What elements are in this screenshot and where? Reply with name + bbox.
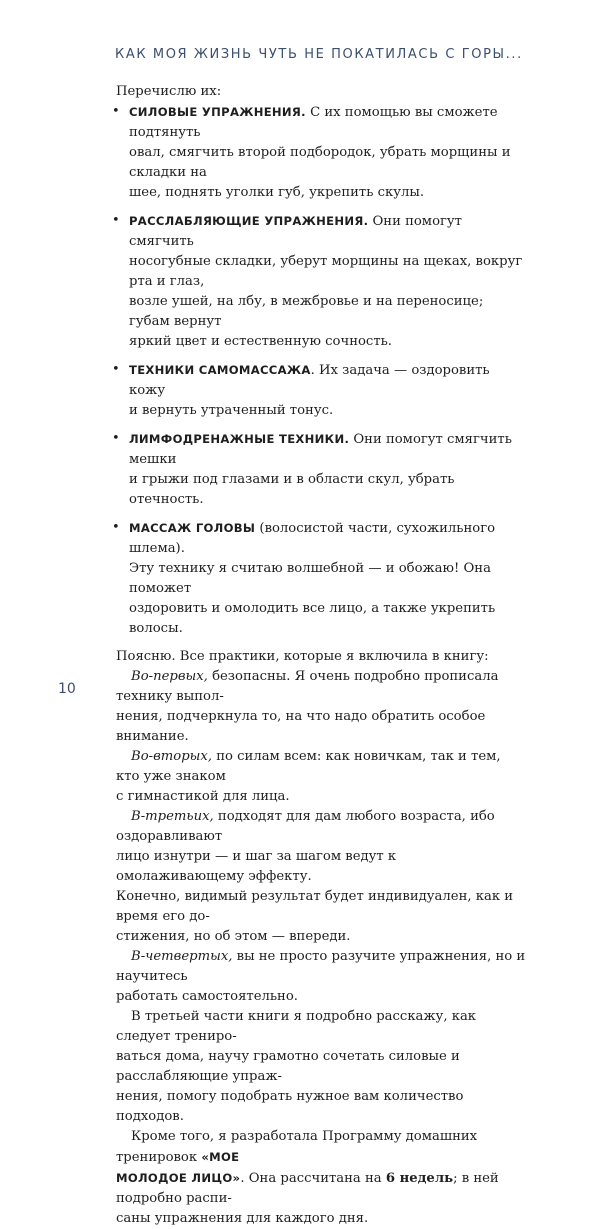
list-item: • ЛИМФОДРЕНАЖНЫЕ ТЕХНИКИ. Они помогут смягчить мешки и грыжи под глазами и в области скул, убрать отечность.: [112, 431, 512, 507]
list-item: • ТЕХНИКИ САМОМАССАЖА. Их задача — оздоровить кожу и вернуть утраченный тонус.: [112, 362, 490, 418]
list-item-title: РАССЛАБЛЯЮЩИЕ УПРАЖНЕНИЯ.: [129, 214, 369, 228]
running-header: КАК МОЯ ЖИЗНЬ ЧУТЬ НЕ ПОКАТИЛАСЬ С ГОРЫ...: [115, 47, 523, 62]
paragraph-third: В-третьих, подходят для дам любого возраста, ибо оздоравливают лицо изнутри — и шаг за шагом ведут к омолаживающему эффекту. Конечно, видимый результат будет индивидуален, как и время его до- стижения, но об этом — впереди.: [116, 809, 514, 944]
list-item-title: ТЕХНИКИ САМОМАССАЖА: [129, 363, 311, 377]
list-item: • РАССЛАБЛЯЮЩИЕ УПРАЖНЕНИЯ. Они помогут смягчить носогубные складки, уберут морщины на щеках, вокруг рта и глаз, возле ушей, на лбу, в межбровье и на переносице; губам вернут яркий цвет и естественную сочность.: [112, 213, 523, 349]
program-title-cont: МОЛОДОЕ ЛИЦО»: [116, 1171, 241, 1185]
list-item: • СИЛОВЫЕ УПРАЖНЕНИЯ. С их помощью вы сможете подтянуть овал, смягчить второй подбородок, убрать морщины и складки на шее, поднять уголки губ, укрепить скулы.: [112, 104, 511, 200]
list-item-title: СИЛОВЫЕ УПРАЖНЕНИЯ.: [129, 105, 306, 119]
bullet-icon: •: [112, 431, 120, 446]
paragraph-second: Во-вторых, по силам всем: как новичкам, так и тем, кто уже знаком с гимнастикой для лица.: [116, 749, 501, 804]
list-item-title: ЛИМФОДРЕНАЖНЫЕ ТЕХНИКИ.: [129, 432, 350, 446]
paragraph-part-three: В третьей части книги я подробно расскажу, как следует трениро- ваться дома, научу грамотно сочетать силовые и расслабляющие упраж- нения, помогу подобрать нужное вам количество подходов.: [116, 1009, 477, 1124]
practice-list: [112, 102, 526, 639]
intro-line: Перечислю их:: [116, 84, 222, 99]
paragraph-fourth: В-четвертых, вы не просто разучите упражнения, но и научитесь работать самостоятельно.: [116, 949, 526, 1004]
program-title: «МОЕ: [201, 1150, 240, 1164]
bullet-icon: •: [112, 104, 120, 119]
bullet-icon: •: [112, 213, 120, 228]
paragraph-program: Кроме того, я разработала Программу домашних тренировок «МОЕ МОЛОДОЕ ЛИЦО». Она рассчитана на 6 недель; в ней подробно распи- саны упражнения для каждого дня.: [116, 1129, 499, 1226]
page-content: [112, 82, 526, 1229]
list-item-title: МАССАЖ ГОЛОВЫ: [129, 521, 256, 535]
list-item: • МАССАЖ ГОЛОВЫ (волосистой части, сухожильного шлема). Эту технику я считаю волшебной — и обожаю! Она поможет оздоровить и омолодить все лицо, а также укрепить волосы.: [112, 520, 496, 636]
paragraph-first: Во-первых, безопасны. Я очень подробно прописала технику выпол- нения, подчеркнула то, на что надо обратить особое внимание.: [116, 669, 499, 744]
explain-line: Поясню. Все практики, которые я включила в книгу:: [116, 649, 489, 664]
program-duration: 6 недель: [385, 1171, 454, 1186]
page-number: 10: [58, 681, 76, 697]
bullet-icon: •: [112, 520, 120, 535]
bullet-icon: •: [112, 362, 120, 377]
